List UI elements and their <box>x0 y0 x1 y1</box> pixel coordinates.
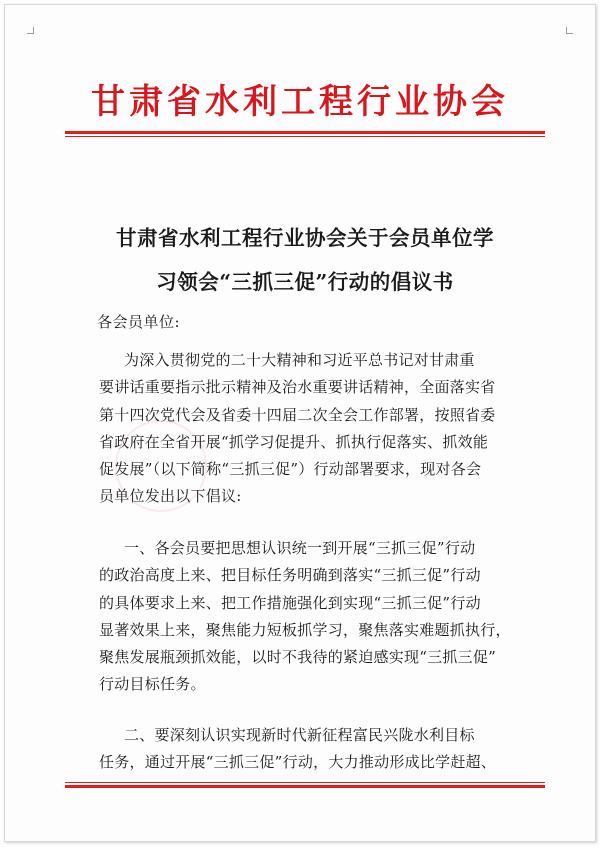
document-title-line-2: 习领会“三抓三促”行动的倡议书 <box>156 270 454 294</box>
paragraph-line: 行动目标任务。 <box>99 675 206 694</box>
paragraph-line: 任务，通过开展“三抓三促”行动，大力推动形成比学赶超、 <box>99 753 497 772</box>
paragraph-line: 的政治高度上来、把目标任务明确到落实“三抓三促”行动 <box>99 566 481 585</box>
paragraph-line: 聚焦发展瓶颈抓效能，以时不我待的紧迫感实现“三抓三促” <box>99 648 497 667</box>
letterhead-org-name: 甘肃省水利工程行业协会 <box>91 82 509 122</box>
crop-mark-top-left <box>27 27 34 34</box>
salutation: 各会员单位: <box>97 313 181 331</box>
document-page <box>4 4 596 842</box>
paragraph-line: 一、各会员要把思想认识统一到开展“三抓三促”行动 <box>124 539 476 557</box>
paragraph-line: 显著效果上来，聚焦能力短板抓学习，聚焦落实难题抓执行， <box>99 620 511 639</box>
document-title-line-1: 甘肃省水利工程行业协会关于会员单位学 <box>116 226 494 250</box>
paragraph-line: 要讲话重要指示批示精神及治水重要讲话精神，全面落实省 <box>99 378 496 397</box>
paragraph-line: 员单位发出以下倡议: <box>99 487 242 506</box>
paragraph-line: 为深入贯彻党的二十大精神和习近平总书记对甘肃重 <box>124 351 475 369</box>
paragraph-item-1 <box>99 535 515 699</box>
paragraph-line: 第十四次党代会及省委十四届二次全会工作部署，按照省委 <box>99 405 496 424</box>
paragraph-line: 促发展”（以下简称“三抓三促”）行动部署要求，现对各会 <box>99 460 482 479</box>
letterhead-rule-thin <box>65 136 545 137</box>
paragraph-line: 的具体要求上来、把工作措施强化到实现“三抓三促”行动 <box>99 593 481 612</box>
footer-rule-thick <box>65 785 545 788</box>
paragraph-line: 省政府在全省开展“抓学习促提升、抓执行促落实、抓效能 <box>99 432 489 451</box>
paragraph-item-2 <box>99 722 515 777</box>
crop-mark-top-right <box>566 27 573 34</box>
paragraph-intro <box>99 347 515 511</box>
letterhead-rule-thick <box>65 131 545 134</box>
paragraph-line: 二、要深刻认识实现新时代新征程富民兴陇水利目标 <box>124 726 475 744</box>
footer-rule-thin <box>65 782 545 783</box>
